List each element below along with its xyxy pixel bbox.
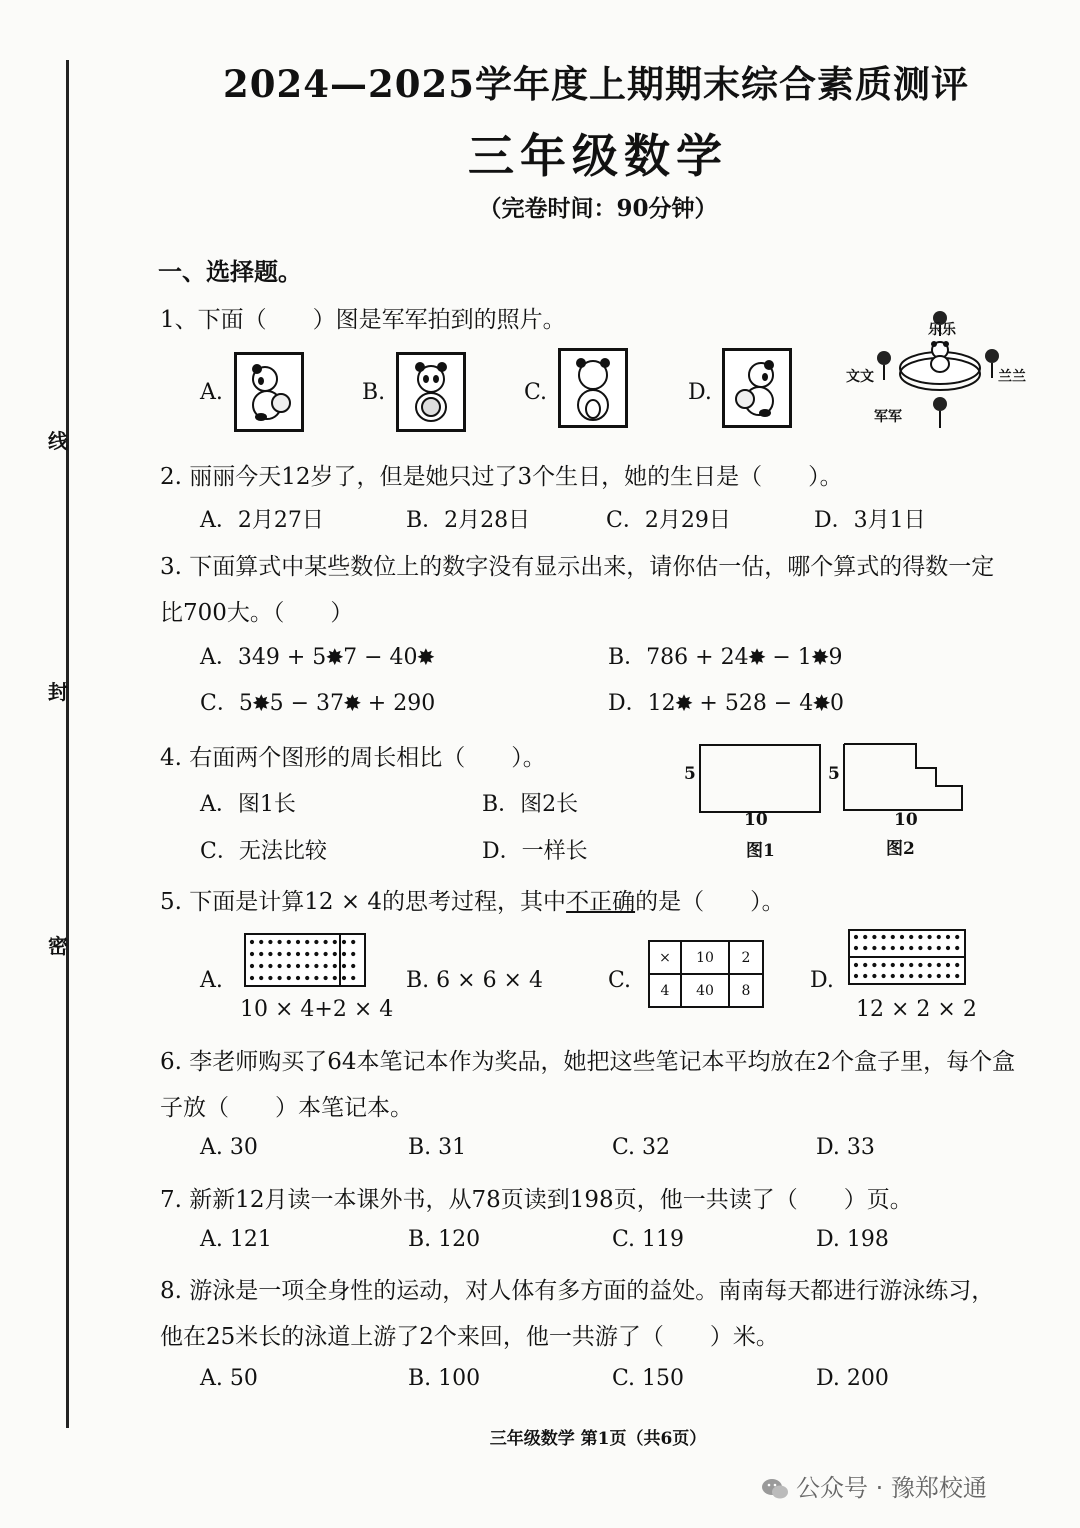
watermark-text: 公众号 · 豫郑校通 xyxy=(796,1474,987,1502)
q6-option-a: A. 30 xyxy=(200,1135,258,1160)
figure1-caption: 图1 xyxy=(746,841,775,861)
array-dot xyxy=(250,940,254,944)
q6-option-c: C. 32 xyxy=(612,1135,671,1160)
table-cell: × xyxy=(649,941,681,974)
q1-option-d-photo xyxy=(722,348,792,428)
array-dot xyxy=(872,974,876,978)
q2-option-d: D．3月1日 xyxy=(814,508,926,533)
hidden-digit-blot: ✸ xyxy=(813,691,830,715)
array-dot xyxy=(259,964,263,968)
array-dot xyxy=(296,976,300,980)
q6-text-line2: 子放（ ）本笔记本。 xyxy=(160,1095,413,1121)
array-dot xyxy=(928,963,932,967)
array-dot xyxy=(287,952,291,956)
table-cell: 2 xyxy=(729,941,763,974)
array-dot xyxy=(900,935,904,939)
array-dot xyxy=(305,964,309,968)
array-dot xyxy=(314,940,318,944)
q3-option-b-label: B． xyxy=(608,645,647,670)
array-dot xyxy=(955,946,959,950)
array-dot xyxy=(955,974,959,978)
wechat-icon xyxy=(760,1476,790,1502)
q5-option-b: B. 6 × 6 × 4 xyxy=(406,968,543,993)
array-dot xyxy=(351,964,355,968)
array-dot xyxy=(955,963,959,967)
array-dot xyxy=(909,963,913,967)
table-cell: 8 xyxy=(729,974,763,1007)
q2-option-a: A．2月27日 xyxy=(200,508,324,533)
array-dot xyxy=(937,946,941,950)
array-dot xyxy=(296,940,300,944)
array-dot xyxy=(250,952,254,956)
figure2-width: 10 xyxy=(894,810,918,830)
array-dot xyxy=(882,974,886,978)
array-dot xyxy=(287,940,291,944)
array-dot xyxy=(900,946,904,950)
array-dot xyxy=(863,946,867,950)
array-dot xyxy=(872,935,876,939)
q2-option-b: B．2月28日 xyxy=(406,508,531,533)
array-dot xyxy=(909,974,913,978)
array-dot xyxy=(854,935,858,939)
q4-option-d: D．一样长 xyxy=(482,839,588,864)
array-dot xyxy=(278,976,282,980)
array-dot xyxy=(333,940,337,944)
array-dot xyxy=(928,974,932,978)
q5-text: 5. 下面是计算12 × 4的思考过程，其中不正确的是（ ）。 xyxy=(160,889,785,915)
scene-label-lele: 乐乐 xyxy=(928,322,956,338)
q5-dot-array-d xyxy=(848,929,966,985)
watermark xyxy=(760,1468,987,1503)
figure1-rectangle xyxy=(699,744,821,813)
q1-option-d-label: D. xyxy=(688,380,712,405)
array-dot xyxy=(872,963,876,967)
array-dot xyxy=(314,976,318,980)
array-dot xyxy=(891,935,895,939)
q4-option-c: C．无法比较 xyxy=(200,839,327,864)
array-dot xyxy=(351,976,355,980)
array-dot xyxy=(928,935,932,939)
q8-option-d: D. 200 xyxy=(816,1366,889,1391)
figure2-caption: 图2 xyxy=(886,839,915,859)
q2-option-c: C．2月29日 xyxy=(606,508,731,533)
array-dot xyxy=(250,976,254,980)
q5-option-d-label: D. xyxy=(810,968,834,993)
q8-option-b: B. 100 xyxy=(408,1366,481,1391)
q7-option-c: C. 119 xyxy=(612,1227,685,1252)
page-footer: 三年级数学 第1页（共6页） xyxy=(489,1429,707,1449)
array-dot xyxy=(324,940,328,944)
array-dot xyxy=(342,952,346,956)
array-dot xyxy=(268,964,272,968)
scene-label-junjun: 军军 xyxy=(874,409,902,425)
dot-array-icon xyxy=(848,929,966,985)
array-dot xyxy=(872,946,876,950)
q5-option-a-formula: 10 × 4+2 × 4 xyxy=(240,997,394,1022)
array-dot xyxy=(891,974,895,978)
panda-back-icon xyxy=(561,351,625,425)
array-dot xyxy=(946,935,950,939)
table-cell: 10 xyxy=(681,941,729,974)
array-dot xyxy=(342,976,346,980)
q5-option-c-label: C. xyxy=(608,968,632,993)
q5-emphasis: 不正确 xyxy=(566,889,636,915)
array-dot xyxy=(928,946,932,950)
array-dot xyxy=(314,952,318,956)
exam-time: （完卷时间：90分钟） xyxy=(478,195,718,222)
array-dot xyxy=(882,963,886,967)
scene-label-lanlan: 兰兰 xyxy=(998,369,1026,385)
array-dot xyxy=(863,963,867,967)
q3-option-b: B．786 + 24✸ − 1✸9 xyxy=(608,645,843,670)
q3-option-c-label: C． xyxy=(200,691,239,716)
array-dot xyxy=(909,946,913,950)
dot-array-icon xyxy=(244,933,366,987)
array-dot xyxy=(946,946,950,950)
q1-text: 1、下面（ ）图是军军拍到的照片。 xyxy=(160,307,566,333)
array-dot xyxy=(268,976,272,980)
array-dot xyxy=(333,964,337,968)
array-dot xyxy=(250,964,254,968)
panda-side-left-icon xyxy=(725,351,789,425)
array-dot xyxy=(891,963,895,967)
q5-option-d-formula: 12 × 2 × 2 xyxy=(856,997,977,1022)
array-dot xyxy=(863,935,867,939)
q3-option-d-label: D． xyxy=(608,691,648,716)
q8-text-line1: 8. 游泳是一项全身性的运动，对人体有多方面的益处。南南每天都进行游泳练习， xyxy=(160,1278,995,1304)
array-dot xyxy=(287,976,291,980)
array-dot xyxy=(946,974,950,978)
panda-side-right-icon xyxy=(237,355,301,429)
array-dot xyxy=(296,952,300,956)
q7-option-a: A. 121 xyxy=(200,1227,272,1252)
array-dot xyxy=(918,974,922,978)
hidden-digit-blot: ✸ xyxy=(344,691,361,715)
array-dot xyxy=(278,940,282,944)
q3-text-line2: 比700大。（ ） xyxy=(160,600,354,626)
array-dot xyxy=(324,952,328,956)
hidden-digit-blot: ✸ xyxy=(748,645,766,669)
array-dot xyxy=(854,946,858,950)
stepped-polygon-icon xyxy=(840,740,966,814)
array-dot xyxy=(259,976,263,980)
q3-option-d: D．12✸ + 528 − 4✸0 xyxy=(608,691,844,716)
array-dot xyxy=(268,952,272,956)
array-dot xyxy=(305,952,309,956)
hidden-digit-blot: ✸ xyxy=(326,645,344,669)
q7-option-b: B. 120 xyxy=(408,1227,481,1252)
hidden-digit-blot: ✸ xyxy=(675,691,693,715)
hidden-digit-blot: ✸ xyxy=(252,691,270,715)
q7-text: 7. 新新12月读一本课外书，从78页读到198页，他一共读了（ ）页。 xyxy=(160,1187,913,1213)
figure2-height: 5 xyxy=(828,764,840,784)
array-dot xyxy=(342,940,346,944)
array-dot xyxy=(278,952,282,956)
array-dot xyxy=(937,935,941,939)
array-dot xyxy=(854,974,858,978)
q4-option-b: B．图2长 xyxy=(482,792,579,817)
array-dot xyxy=(909,935,913,939)
array-dot xyxy=(955,935,959,939)
array-dot xyxy=(333,952,337,956)
q3-text-line1: 3. 下面算式中某些数位上的数字没有显示出来，请你估一估，哪个算式的得数一定 xyxy=(160,554,995,580)
margin-char-mi: 密 xyxy=(48,934,68,958)
q6-text-line1: 6. 李老师购买了64本笔记本作为奖品，她把这些笔记本平均放在2个盒子里，每个盒 xyxy=(160,1049,1016,1075)
q1-option-c-label: C. xyxy=(524,380,548,405)
array-dot xyxy=(937,963,941,967)
hidden-digit-blot: ✸ xyxy=(417,645,435,669)
hidden-digit-blot: ✸ xyxy=(811,645,829,669)
exam-subject: 三年级数学 xyxy=(468,129,728,183)
array-dot xyxy=(333,976,337,980)
array-dot xyxy=(900,974,904,978)
section-heading: 一、选择题。 xyxy=(158,257,302,286)
array-dot xyxy=(278,964,282,968)
array-dot xyxy=(314,964,318,968)
array-dot xyxy=(918,963,922,967)
q6-option-d: D. 33 xyxy=(816,1135,875,1160)
q1-option-a-photo xyxy=(234,352,304,432)
q1-option-b-label: B. xyxy=(362,380,386,405)
q5-dot-array-a xyxy=(244,933,366,987)
q7-option-d: D. 198 xyxy=(816,1227,889,1252)
table-cell: 4 xyxy=(649,974,681,1007)
array-dot xyxy=(882,946,886,950)
q3-option-a: A．349 + 5✸7 − 40✸ xyxy=(200,645,435,670)
figure1-width: 10 xyxy=(744,810,768,830)
margin-char-xian: 线 xyxy=(48,429,68,453)
q1-option-c-photo xyxy=(558,348,628,428)
exam-title: 2024—2025学年度上期期末综合素质测评 xyxy=(223,62,969,106)
q8-option-c: C. 150 xyxy=(612,1366,685,1391)
array-dot xyxy=(259,940,263,944)
q3-option-a-label: A． xyxy=(200,645,238,670)
figure2-shape xyxy=(840,740,966,814)
array-dot xyxy=(305,940,309,944)
q8-text-line2: 他在25米长的泳道上游了2个来回，他一共游了（ ）米。 xyxy=(160,1324,779,1350)
array-dot xyxy=(305,976,309,980)
q1-option-a-label: A. xyxy=(200,380,223,405)
array-dot xyxy=(891,946,895,950)
binding-line xyxy=(66,60,69,1428)
panda-front-icon xyxy=(399,355,463,429)
array-dot xyxy=(918,935,922,939)
array-dot xyxy=(351,952,355,956)
table-cell: 40 xyxy=(681,974,729,1007)
array-dot xyxy=(324,964,328,968)
array-dot xyxy=(259,952,263,956)
q8-option-a: A. 50 xyxy=(200,1366,258,1391)
array-dot xyxy=(268,940,272,944)
array-dot xyxy=(287,964,291,968)
margin-char-feng: 封 xyxy=(48,680,68,704)
array-dot xyxy=(882,935,886,939)
q6-option-b: B. 31 xyxy=(408,1135,467,1160)
array-dot xyxy=(854,963,858,967)
array-dot xyxy=(863,974,867,978)
q2-text: 2. 丽丽今天12岁了，但是她只过了3个生日，她的生日是（ ）。 xyxy=(160,464,843,490)
q1-option-b-photo xyxy=(396,352,466,432)
q4-option-a: A．图1长 xyxy=(200,792,296,817)
figure1-height: 5 xyxy=(684,764,696,784)
scene-label-wenwen: 文文 xyxy=(846,369,874,385)
array-dot xyxy=(946,963,950,967)
array-dot xyxy=(342,964,346,968)
q5-multiplication-table xyxy=(648,940,764,1008)
q5-option-a-label: A. xyxy=(200,968,223,993)
array-dot xyxy=(937,974,941,978)
q3-option-c: C．5✸5 − 37✸ + 290 xyxy=(200,691,436,716)
array-dot xyxy=(296,964,300,968)
array-dot xyxy=(324,976,328,980)
q4-text: 4. 右面两个图形的周长相比（ ）。 xyxy=(160,745,546,771)
array-dot xyxy=(900,963,904,967)
array-dot xyxy=(918,946,922,950)
array-dot xyxy=(351,940,355,944)
